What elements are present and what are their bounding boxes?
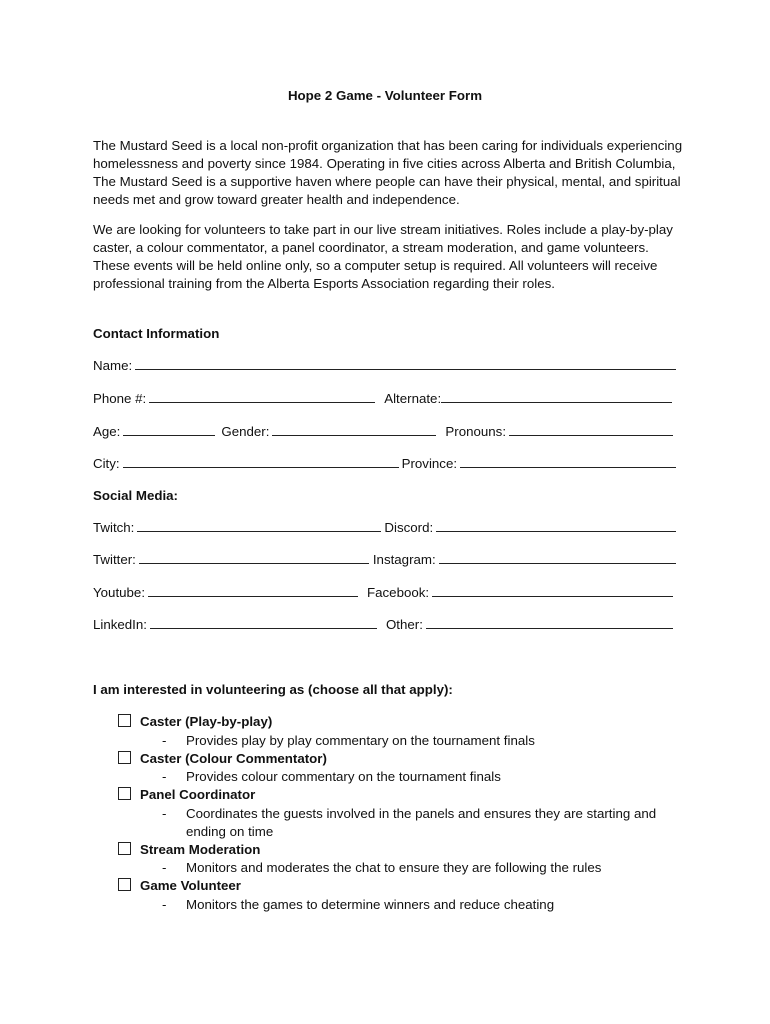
- intro-paragraph-roles: We are looking for volunteers to take part in our live stream initiatives. Roles include a play-by-play caster, a colour commentator, a panel coordinator, a stream moderation, and game volunteers. These events will be held online only, so a computer setup is required. All volunteers will receive professional training from the Alberta Esports Association regarding their roles.: [93, 222, 673, 291]
- province-field[interactable]: [460, 455, 676, 468]
- bullet-dash: -: [162, 769, 167, 785]
- city-field[interactable]: [123, 455, 399, 468]
- role-description-row: [162, 732, 678, 750]
- name-label: Name:: [93, 358, 133, 373]
- checkbox[interactable]: [118, 842, 131, 855]
- volunteer-interest-heading: I am interested in volunteering as (choose all that apply):: [93, 682, 453, 697]
- twitter-instagram-row: [93, 551, 676, 569]
- contact-information-heading: Contact Information: [93, 326, 220, 341]
- facebook-field[interactable]: [432, 584, 673, 597]
- city-province-row: [93, 455, 676, 473]
- province-label: Province:: [401, 456, 458, 471]
- role-description-row: [162, 859, 678, 877]
- checkbox[interactable]: [118, 878, 131, 891]
- discord-field[interactable]: [436, 519, 676, 532]
- social-media-heading: Social Media:: [93, 488, 178, 503]
- age-gender-pronouns-row: [93, 423, 676, 441]
- name-field[interactable]: [135, 357, 676, 370]
- age-field[interactable]: [123, 423, 215, 436]
- bullet-dash: -: [162, 860, 167, 876]
- other-field[interactable]: [426, 616, 673, 629]
- pronouns-label: Pronouns:: [445, 424, 507, 439]
- other-label: Other:: [385, 617, 423, 632]
- role-description: Coordinates the guests involved in the panels and ensures they are starting and ending on time: [186, 805, 657, 839]
- checkbox[interactable]: [118, 751, 131, 764]
- role-option[interactable]: [118, 841, 678, 860]
- linkedin-other-row: [93, 616, 676, 634]
- role-checklist: [118, 713, 678, 914]
- bullet-dash: -: [162, 896, 167, 912]
- role-description: Provides colour commentary on the tournament finals: [186, 769, 501, 785]
- form-title: Hope 2 Game - Volunteer Form: [287, 88, 483, 103]
- role-description-row: [162, 896, 678, 914]
- role-label: Stream Moderation: [140, 841, 261, 857]
- role-option[interactable]: [118, 877, 678, 896]
- role-option[interactable]: [118, 713, 678, 732]
- youtube-field[interactable]: [148, 584, 358, 597]
- twitch-field[interactable]: [137, 519, 381, 532]
- twitter-field[interactable]: [139, 551, 369, 564]
- linkedin-label: LinkedIn:: [93, 617, 147, 632]
- phone-field[interactable]: [149, 390, 375, 403]
- role-label: Game Volunteer: [140, 878, 241, 894]
- checkbox[interactable]: [118, 714, 131, 727]
- role-option[interactable]: [118, 750, 678, 769]
- phone-label: Phone #:: [93, 391, 147, 406]
- role-option[interactable]: [118, 786, 678, 805]
- gender-label: Gender:: [221, 424, 270, 439]
- role-description: Provides play by play commentary on the tournament finals: [186, 732, 535, 748]
- alternate-label: Alternate:: [384, 391, 442, 406]
- facebook-label: Facebook:: [367, 585, 430, 600]
- city-label: City:: [93, 456, 120, 471]
- bullet-dash: -: [162, 732, 167, 748]
- linkedin-field[interactable]: [150, 616, 377, 629]
- instagram-label: Instagram:: [372, 552, 436, 567]
- role-description: Monitors the games to determine winners and reduce cheating: [186, 896, 555, 912]
- twitch-label: Twitch:: [93, 520, 135, 535]
- instagram-field[interactable]: [439, 551, 676, 564]
- twitch-discord-row: [93, 519, 676, 537]
- pronouns-field[interactable]: [509, 423, 673, 436]
- role-label: Caster (Play-by-play): [140, 714, 273, 729]
- checkbox[interactable]: [118, 787, 131, 800]
- role-description: Monitors and moderates the chat to ensure they are following the rules: [186, 860, 602, 876]
- age-label: Age:: [93, 424, 121, 439]
- discord-label: Discord:: [384, 520, 434, 535]
- role-label: Caster (Colour Commentator): [140, 750, 327, 766]
- role-description-row: [162, 768, 678, 786]
- alternate-phone-field[interactable]: [441, 390, 672, 403]
- youtube-facebook-row: [93, 584, 676, 602]
- gender-field[interactable]: [272, 423, 436, 436]
- name-row: [93, 357, 676, 375]
- bullet-dash: -: [162, 805, 167, 821]
- twitter-label: Twitter:: [93, 552, 136, 567]
- role-description-row: [162, 805, 678, 841]
- intro-paragraph-organization: The Mustard Seed is a local non-profit organization that has been caring for individuals experiencing homelessness and poverty since 1984. Operating in five cities across Alberta and British Columbia, The Mustard Seed is a supportive haven where people can have their physical, mental, and spiritual needs met and grow toward greater health and independence.: [93, 138, 683, 207]
- role-label: Panel Coordinator: [140, 787, 256, 803]
- phone-row: [93, 390, 676, 408]
- youtube-label: Youtube:: [93, 585, 146, 600]
